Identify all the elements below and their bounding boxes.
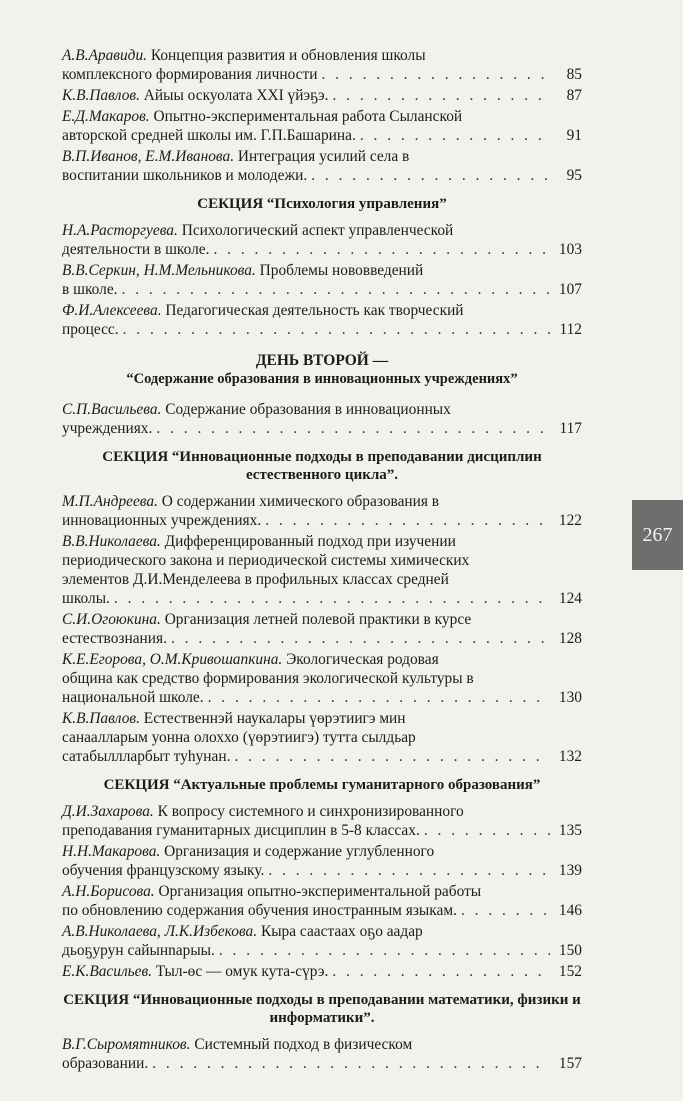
toc-entry-title: Интеграция усилий села в xyxy=(237,148,410,165)
toc-entry-title: Проблемы нововведений xyxy=(259,262,424,279)
toc-entry xyxy=(62,221,582,259)
toc-entry-author: А.Н.Борисова. xyxy=(62,883,155,900)
toc-entry-line xyxy=(62,882,582,901)
toc-entry-title: Экологическая родовая xyxy=(286,651,439,668)
toc-entry-title: Организация и содержание углубленного xyxy=(164,843,435,860)
toc-entry-author: Н.А.Расторгуева. xyxy=(62,222,178,239)
toc-entry-title: комплексного формирования личности xyxy=(62,66,318,83)
toc-entry-line xyxy=(62,650,582,669)
toc-entry-title: дьоҕурун сайынnарыы. xyxy=(62,942,215,959)
toc-entry-line xyxy=(62,492,582,511)
toc-entry-text xyxy=(62,941,215,960)
toc-entry xyxy=(62,492,582,530)
toc-entry xyxy=(62,842,582,880)
toc-entry-page: 122 xyxy=(558,512,582,529)
toc-entry-author: Ф.И.Алексеева. xyxy=(62,302,162,319)
toc-entry-author: К.Е.Егорова, О.М.Кривошапкина. xyxy=(62,651,283,668)
toc-entry-author: М.П.Андреева. xyxy=(62,493,158,510)
toc-entry-line xyxy=(62,1035,582,1054)
toc-entry-line xyxy=(62,901,582,920)
toc-entry-author: Е.Д.Макаров. xyxy=(62,108,150,125)
toc-entry-author: С.И.Огоюкина. xyxy=(62,611,161,628)
toc-entry-line xyxy=(62,669,582,688)
toc-entry-line xyxy=(62,570,582,589)
toc-entry-line xyxy=(62,147,582,166)
toc-entry-line xyxy=(62,709,582,728)
toc-entry xyxy=(62,882,582,920)
section-heading: СЕКЦИЯ “Психология управления” xyxy=(197,196,447,212)
dot-leader xyxy=(234,747,550,766)
toc-entry-title: обучения французскому языку. xyxy=(62,862,265,879)
toc-entry-line xyxy=(62,1054,582,1073)
toc-entry-author: К.В.Павлов. xyxy=(62,87,140,104)
toc-entry-text xyxy=(62,922,423,941)
toc-entry-text xyxy=(62,419,152,438)
toc-entry-text xyxy=(62,492,439,511)
toc-entry-text xyxy=(62,610,471,629)
toc-entry-title: школы. xyxy=(62,590,110,607)
toc-entry-title: Педагогическая деятельность как творческий xyxy=(165,302,464,319)
toc-entry-author: В.П.Иванов, Е.М.Иванова. xyxy=(62,148,235,165)
toc-entry-line xyxy=(62,301,582,320)
toc-entry-author: В.В.Серкин, Н.М.Мельникова. xyxy=(62,262,256,279)
toc-entry-text xyxy=(62,46,426,65)
toc-entry-text xyxy=(62,240,209,259)
day-subtitle: “Содержание образования в инновационных учреждениях” xyxy=(126,371,518,387)
toc-entry-text xyxy=(62,166,307,185)
toc-entry-line xyxy=(62,107,582,126)
toc-entry-title: Тыл-өс — омук кута-сүрэ. xyxy=(155,963,329,980)
toc-entry-title: образовании. xyxy=(62,1055,149,1072)
toc-entry-title: периодического закона и периодической системы химических xyxy=(62,552,470,569)
toc-entry-text xyxy=(62,551,469,570)
toc-entry-line xyxy=(62,400,582,419)
toc-entry xyxy=(62,962,582,981)
toc-entry-title: в школе. xyxy=(62,281,118,298)
dot-leader xyxy=(332,962,550,981)
toc-entry-text xyxy=(62,747,230,766)
toc-entry-author: В.Г.Сыромятников. xyxy=(62,1036,191,1053)
toc-entry-text xyxy=(62,1035,412,1054)
toc-entry-text xyxy=(62,65,317,84)
toc-entry-line xyxy=(62,166,582,185)
toc-entry-author: А.В.Аравиди. xyxy=(62,47,147,64)
toc-entry-line xyxy=(62,629,582,648)
toc-entry-text xyxy=(62,962,328,981)
toc-entry-title: инновационных учреждениях. xyxy=(62,512,262,529)
section-heading: СЕКЦИЯ “Инновационные подходы в преподавании математики, физики и информатики”. xyxy=(63,992,581,1026)
toc-entry-line xyxy=(62,802,582,821)
toc-entry-line xyxy=(62,280,582,299)
toc-entry-title: учреждениях. xyxy=(62,420,153,437)
dot-leader xyxy=(171,629,550,648)
dot-leader xyxy=(114,589,550,608)
toc-entry xyxy=(62,650,582,707)
toc-entry-title: санаалларым уонна олоххо (үөрэтиигэ) тутта сылдьар xyxy=(62,729,416,746)
toc-entry-page: 103 xyxy=(558,241,582,258)
toc-entry-line xyxy=(62,419,582,438)
dot-leader xyxy=(461,901,550,920)
section-heading: СЕКЦИЯ “Актуальные проблемы гуманитарного образования” xyxy=(103,777,541,793)
toc-entry-line xyxy=(62,861,582,880)
toc-entry-page: 132 xyxy=(558,748,582,765)
toc-entry-text xyxy=(62,221,453,240)
toc-entry xyxy=(62,610,582,648)
dot-leader xyxy=(265,511,550,530)
toc-entry-title: Системный подход в физическом xyxy=(194,1036,413,1053)
toc-entry-text xyxy=(62,842,434,861)
toc-entry xyxy=(62,261,582,299)
toc-entry-author: Н.Н.Макарова. xyxy=(62,843,161,860)
page-number-tab: 267 xyxy=(632,500,683,570)
toc-entry-line xyxy=(62,728,582,747)
dot-leader xyxy=(219,941,550,960)
toc-entry-line xyxy=(62,240,582,259)
toc-entry-title: преподавания гуманитарных дисциплин в 5-8 классах. xyxy=(62,822,420,839)
toc-entry-title: Кыра саастаах оҕо аадар xyxy=(260,923,423,940)
toc-entry-title: Организация летней полевой практики в курсе xyxy=(164,611,472,628)
toc-entry-author: Е.К.Васильев. xyxy=(62,963,153,980)
toc-entry-page: 146 xyxy=(558,902,582,919)
toc-entry xyxy=(62,147,582,185)
toc-entry-page: 150 xyxy=(558,942,582,959)
toc-entry-line xyxy=(62,842,582,861)
dot-leader xyxy=(208,688,550,707)
toc-entry-title: Организация опытно-экспериментальной работы xyxy=(158,883,482,900)
toc-entry-text xyxy=(62,650,439,669)
toc-entry-page: 95 xyxy=(566,167,582,184)
toc-entry-line xyxy=(62,46,582,65)
toc-entry xyxy=(62,107,582,145)
toc-entry-title: по обновлению содержания обучения иностранным языкам. xyxy=(62,902,457,919)
toc-entry-title: О содержании химического образования в xyxy=(161,493,440,510)
toc-entry-text xyxy=(62,86,328,105)
toc-entry-line xyxy=(62,221,582,240)
toc-entry-page: 87 xyxy=(566,87,582,104)
toc-entry-text xyxy=(62,570,449,589)
toc-entry-text xyxy=(62,147,409,166)
toc-entry-title: национальной школе. xyxy=(62,689,204,706)
toc-entry-text xyxy=(62,532,456,551)
toc-entry-text xyxy=(62,301,464,320)
toc-entry-text xyxy=(62,821,420,840)
toc-entry-text xyxy=(62,669,474,688)
toc-entry-line xyxy=(62,261,582,280)
toc-entry-author: В.В.Николаева. xyxy=(62,533,161,550)
dot-leader xyxy=(332,86,550,105)
dot-leader xyxy=(424,821,550,840)
toc-entry-title: воспитании школьников и молодежи. xyxy=(62,167,308,184)
toc-entry-title: процесс. xyxy=(62,321,119,338)
toc-entry-page: 139 xyxy=(558,862,582,879)
dot-leader xyxy=(311,166,550,185)
toc-entry-text xyxy=(62,882,481,901)
toc-entry-page: 91 xyxy=(566,127,582,144)
toc-entry xyxy=(62,532,582,608)
section-heading: СЕКЦИЯ “Инновационные подходы в преподавании дисциплин естественного цикла”. xyxy=(102,449,542,483)
toc-entry-line xyxy=(62,532,582,551)
toc-entry-line xyxy=(62,922,582,941)
toc-entry-title: деятельности в школе. xyxy=(62,241,210,258)
toc-entry xyxy=(62,400,582,438)
toc-entry-text xyxy=(62,126,356,145)
toc-entry-title: Естественнэй наукалары үөрэтиигэ мин xyxy=(143,710,406,727)
toc-entry-title: Психологический аспект управленческой xyxy=(181,222,454,239)
toc-entry-line xyxy=(62,941,582,960)
toc-entry-line xyxy=(62,610,582,629)
toc-entry-text xyxy=(62,728,416,747)
toc-entry-author: К.В.Павлов. xyxy=(62,710,140,727)
toc-entry-line xyxy=(62,551,582,570)
toc-entry-title: сатабыллларбыт туһунан. xyxy=(62,748,231,765)
toc-entry-title: община как средство формирования экологической культуры в xyxy=(62,670,474,687)
dot-leader xyxy=(268,861,550,880)
toc-entry-line xyxy=(62,589,582,608)
dot-leader xyxy=(122,280,550,299)
toc-entry xyxy=(62,1035,582,1073)
toc-entry xyxy=(62,709,582,766)
toc-entry-page: 130 xyxy=(558,689,582,706)
dot-leader xyxy=(360,126,550,145)
toc-entry-line xyxy=(62,65,582,84)
toc-entry-page: 117 xyxy=(559,420,582,437)
toc-entry-text xyxy=(62,1054,148,1073)
toc-entry xyxy=(62,301,582,339)
toc-entry xyxy=(62,802,582,840)
toc-entry xyxy=(62,922,582,960)
toc-entry-page: 112 xyxy=(559,321,582,338)
toc-entry xyxy=(62,86,582,105)
dot-leader xyxy=(213,240,550,259)
toc-entry-text xyxy=(62,400,451,419)
toc-entry-page: 107 xyxy=(558,281,582,298)
dot-leader xyxy=(152,1054,550,1073)
toc-entry-author: А.В.Николаева, Л.К.Избекова. xyxy=(62,923,258,940)
toc-entry-title: Айыы оскуолата XXI үйэҕэ. xyxy=(143,87,329,104)
toc-entry-page: 128 xyxy=(558,630,582,647)
toc-entry-text xyxy=(62,511,261,530)
toc-entry-text xyxy=(62,589,110,608)
toc-entry-text xyxy=(62,261,423,280)
toc-entry-line xyxy=(62,962,582,981)
toc-entry-line xyxy=(62,511,582,530)
toc-entry-page: 157 xyxy=(558,1055,582,1072)
toc-entry-line xyxy=(62,747,582,766)
toc-entry-title: естествознания. xyxy=(62,630,167,647)
toc-entry-line xyxy=(62,688,582,707)
toc-entry-line xyxy=(62,126,582,145)
toc-entry-title: авторской средней школы им. Г.П.Башарина. xyxy=(62,127,356,144)
toc-entry-text xyxy=(62,320,119,339)
toc-entry-page: 124 xyxy=(558,590,582,607)
toc-entry-page: 85 xyxy=(566,66,582,83)
toc-entry-text xyxy=(62,280,118,299)
toc-entry xyxy=(62,46,582,84)
toc-entry-line xyxy=(62,86,582,105)
toc-entry-page: 152 xyxy=(558,963,582,980)
toc-entry-text xyxy=(62,861,264,880)
toc-entry-title: Дифференцированный подход при изучении xyxy=(164,533,456,550)
toc-entry-text xyxy=(62,802,464,821)
toc-entry-title: Содержание образования в инновационных xyxy=(165,401,451,418)
table-of-contents xyxy=(62,46,582,1075)
day-title: ДЕНЬ ВТОРОЙ — xyxy=(255,352,389,369)
toc-entry-title: К вопросу системного и синхронизированного xyxy=(157,803,464,820)
toc-entry-text xyxy=(62,688,204,707)
toc-entry-author: Д.И.Захарова. xyxy=(62,803,154,820)
toc-entry-text xyxy=(62,901,457,920)
dot-leader xyxy=(123,320,550,339)
toc-entry-page: 135 xyxy=(558,822,582,839)
toc-entry-title: Опытно-экспериментальная работа Сыланской xyxy=(153,108,463,125)
toc-entry-author: С.П.Васильева. xyxy=(62,401,162,418)
toc-entry-title: элементов Д.И.Менделеева в профильных классах средней xyxy=(62,571,449,588)
toc-entry-text xyxy=(62,709,406,728)
toc-entry-title: Концепция развития и обновления школы xyxy=(150,47,426,64)
dot-leader xyxy=(156,419,550,438)
toc-entry-line xyxy=(62,320,582,339)
toc-entry-text xyxy=(62,629,167,648)
dot-leader xyxy=(321,65,550,84)
toc-entry-line xyxy=(62,821,582,840)
toc-entry-text xyxy=(62,107,462,126)
